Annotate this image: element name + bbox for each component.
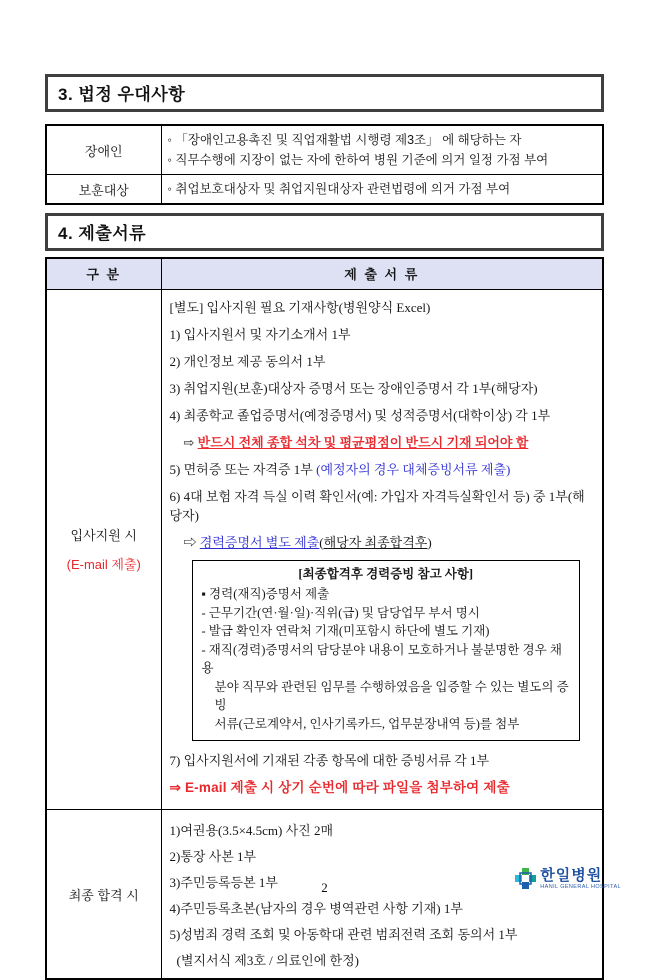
table-row [46,125,603,175]
section4-header [45,213,604,251]
final-doc-line: 3)주민등록등본 1부 [169,875,278,890]
logo-text-block [540,868,621,891]
row-label-final: 최종 합격 시 [46,810,161,980]
doc-line-5 [170,460,597,479]
refbox-line-cont: 서류(근로계약서, 인사기록카드, 업무분장내역 등)를 첨부 [214,716,520,731]
col-header-documents: 제 출 서 류 [161,258,603,289]
hospital-cross-icon [515,868,536,889]
final-doc-line-cont: (별지서식 제3호 / 의료인에 한정) [176,953,359,968]
doc-line-intro: [별도] 입사지원 필요 기재사항(병원양식 Excel) [169,299,431,315]
apply-documents-cell [161,289,603,810]
bullet-line: ◦ 「장애인고용촉진 및 직업재활법 시행령 제3조」 에 해당하는 자 [167,133,522,147]
refbox-line: - 근무기간(연·월·일)·직위(급) 및 담당업무 부서 명시 [201,605,480,620]
refbox-line-cont: 분야 직무와 관련된 임무를 수행하였음을 입증할 수 있는 별도의 증빙 [214,679,569,712]
logo-korean-name: 한일병원 [540,866,603,884]
row-label-apply [46,289,161,810]
license-blue-note: (예정자의 경우 대체증빙서류 제출) [316,461,511,477]
hollow-arrow-icon: ⇨ [183,534,197,550]
col-header-category: 구 분 [46,258,161,289]
logo-english-name: HANIL GENERAL HOSPITAL [540,883,621,890]
doc-line-4-note [170,433,597,452]
row-label-disabled: 장애인 [46,125,161,175]
bullet-line: ◦ 직무수행에 지장이 없는 자에 한하여 병원 기준에 의거 일정 가점 부여 [167,153,549,167]
final-doc-line: 5)성범죄 경력 조회 및 아동학대 관련 범죄전력 조회 동의서 1부 [169,927,518,942]
table-row [46,175,603,205]
refbox-line: - 재직(경력)증명서의 담당분야 내용이 모호하거나 불분명한 경우 채용 [201,642,562,675]
row-label-veteran: 보훈대상 [46,175,161,205]
page-number: 2 [321,880,328,895]
refbox-line: ▪ 경력(재직)증명서 제출 [201,587,330,601]
grade-requirement-note: 반드시 전체 종합 석차 및 평균평점이 반드시 기재 되어야 함 [197,434,529,450]
apply-label-text: 입사지원 시 [70,528,137,544]
row-content [161,125,603,175]
section4-title: 4. 제출서류 [58,224,147,243]
doc-line-7: 7) 입사지원서에 기재된 각종 항목에 대한 증빙서류 각 1부 [169,753,490,768]
license-text: 5) 면허증 또는 자격증 1부 [169,461,317,477]
bullet-line: ◦ 취업보호대상자 및 취업지원대상자 관련법령에 의거 가점 부여 [167,182,511,196]
email-submit-note: ⇒ E-mail 제출 시 상기 순번에 따라 파일을 첨부하여 제출 [169,780,510,795]
refbox-title: [최종합격후 경력증빙 참고 사항] [298,566,474,581]
hospital-logo [515,868,621,891]
doc-line-2: 2) 개인정보 제공 동의서 1부 [169,353,326,369]
apply-label-email-note: (E-mail 제출) [66,557,141,573]
table-row-apply [46,289,603,810]
doc-line-1: 1) 입사지원서 및 자기소개서 1부 [169,326,351,342]
final-doc-line: 2)통장 사본 1부 [169,849,257,864]
career-cert-blue-note: 경력증명서 별도 제출 [199,534,320,550]
doc-line-3: 3) 취업지원(보훈)대상자 증명서 또는 장애인증명서 각 1부(해당자) [169,380,538,396]
hollow-arrow-icon: ⇨ [183,434,195,450]
final-doc-line: 1)여권용(3.5×4.5cm) 사진 2매 [169,823,334,838]
doc-line-4: 4) 최종학교 졸업증명서(예정증명서) 및 성적증명서(대학이상) 각 1부 [169,407,551,423]
refbox-line: - 발급 확인자 연락처 기재(미포함시 하단에 별도 기재) [201,624,490,638]
document-page [45,74,604,980]
section3-title: 3. 법정 우대사항 [58,85,186,104]
final-doc-line: 4)주민등록초본(남자의 경우 병역관련 사항 기재) 1부 [169,901,463,916]
doc-line-6-note [170,533,597,552]
career-reference-box [192,560,581,742]
table-header-row [46,258,603,289]
row-content [161,175,603,205]
doc-line-6: 6) 4대 보험 자격 득실 이력 확인서(예: 가입자 자격득실확인서 등) 중 1부(해당자) [169,488,585,523]
career-cert-black-note: (해당자 최종합격후) [319,534,432,550]
preference-table [45,124,604,205]
section3-header [45,74,604,112]
